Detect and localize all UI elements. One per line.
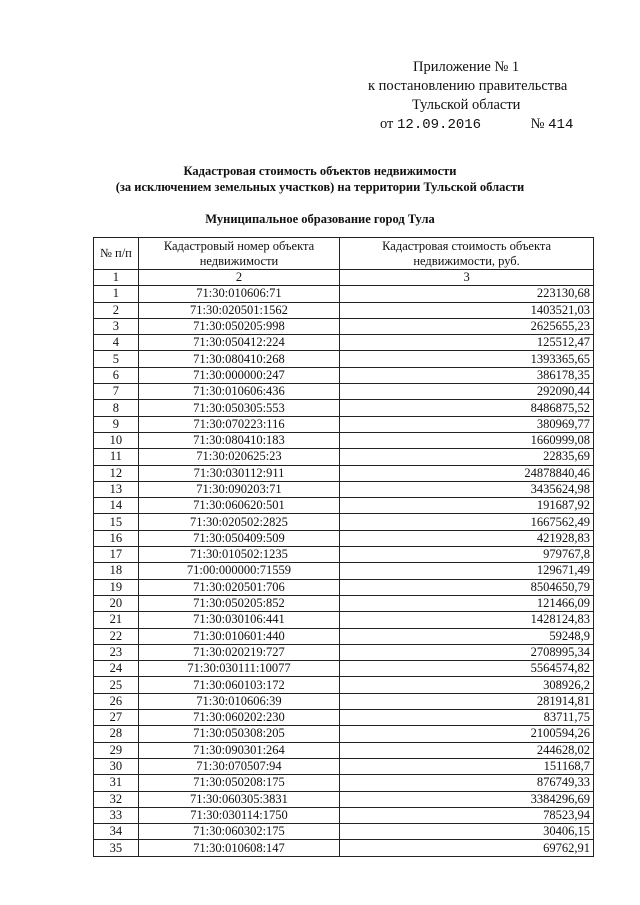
table-row	[94, 367, 594, 383]
cadastral-id: 71:30:060202:230	[138, 710, 339, 726]
cadastral-value: 83711,75	[340, 710, 594, 726]
row-number: 3	[94, 318, 139, 334]
table-row	[94, 775, 594, 791]
cadastral-value: 125512,47	[340, 335, 594, 351]
table-row	[94, 579, 594, 595]
row-number: 19	[94, 579, 139, 595]
cadastral-value: 22835,69	[340, 449, 594, 465]
row-number: 28	[94, 726, 139, 742]
cadastral-id: 71:30:080410:268	[138, 351, 339, 367]
row-number: 17	[94, 547, 139, 563]
table-row	[94, 514, 594, 530]
row-number: 33	[94, 807, 139, 823]
row-number: 16	[94, 530, 139, 546]
column-number-3: 3	[340, 270, 594, 286]
cadastral-value: 2708995,34	[340, 644, 594, 660]
cadastral-id: 71:30:030111:10077	[138, 661, 339, 677]
header-cadastral-id: Кадастровый номер объекта недвижимости	[138, 238, 339, 270]
cadastral-value: 386178,35	[340, 367, 594, 383]
row-number: 1	[94, 286, 139, 302]
cadastral-value: 78523,94	[340, 807, 594, 823]
cadastral-value: 380969,77	[340, 416, 594, 432]
table-row	[94, 840, 594, 856]
row-number: 6	[94, 367, 139, 383]
cadastral-id: 71:30:000000:247	[138, 367, 339, 383]
row-number: 11	[94, 449, 139, 465]
table-row	[94, 400, 594, 416]
cadastral-value: 2625655,23	[340, 318, 594, 334]
table-row	[94, 644, 594, 660]
cadastral-value: 244628,02	[340, 742, 594, 758]
cadastral-id: 71:30:010606:39	[138, 693, 339, 709]
resolution-date: 12.09.2016	[397, 117, 482, 133]
cadastral-id: 71:30:060103:172	[138, 677, 339, 693]
cadastral-value: 308926,2	[340, 677, 594, 693]
cadastral-id: 71:30:030106:441	[138, 612, 339, 628]
cadastral-id: 71:30:060302:175	[138, 824, 339, 840]
appendix-date-line	[340, 115, 600, 135]
cadastral-value: 59248,9	[340, 628, 594, 644]
document-title-line1: Кадастровая стоимость объектов недвижимости	[183, 164, 457, 178]
row-number: 2	[94, 302, 139, 318]
row-number: 4	[94, 335, 139, 351]
row-number: 10	[94, 432, 139, 448]
row-number: 14	[94, 498, 139, 514]
cadastral-value: 1403521,03	[340, 302, 594, 318]
table-row	[94, 318, 594, 334]
cadastral-id: 71:30:020501:706	[138, 579, 339, 595]
cadastral-id: 71:30:030112:911	[138, 465, 339, 481]
table-row	[94, 465, 594, 481]
cadastral-value: 69762,91	[340, 840, 594, 856]
cadastral-id: 71:30:010606:71	[138, 286, 339, 302]
row-number: 5	[94, 351, 139, 367]
cadastral-id: 71:30:070223:116	[138, 416, 339, 432]
row-number: 27	[94, 710, 139, 726]
cadastral-id: 71:30:060305:3831	[138, 791, 339, 807]
table-row	[94, 547, 594, 563]
row-number: 24	[94, 661, 139, 677]
column-number-2: 2	[138, 270, 339, 286]
cadastral-value: 191687,92	[340, 498, 594, 514]
table-row	[94, 807, 594, 823]
cadastral-id: 71:30:020501:1562	[138, 302, 339, 318]
cadastral-value: 151168,7	[340, 758, 594, 774]
cadastral-value: 121466,09	[340, 595, 594, 611]
table-row	[94, 432, 594, 448]
cadastral-value: 1428124,83	[340, 612, 594, 628]
table-row	[94, 384, 594, 400]
row-number: 18	[94, 563, 139, 579]
table-row	[94, 791, 594, 807]
cadastral-value: 8486875,52	[340, 400, 594, 416]
cadastral-value: 24878840,46	[340, 465, 594, 481]
row-number: 34	[94, 824, 139, 840]
cadastral-id: 71:30:080410:183	[138, 432, 339, 448]
cadastral-id: 71:30:010502:1235	[138, 547, 339, 563]
table-row	[94, 351, 594, 367]
table-row	[94, 824, 594, 840]
table-row	[94, 416, 594, 432]
row-number: 30	[94, 758, 139, 774]
row-number: 8	[94, 400, 139, 416]
appendix-title: Приложение № 1	[413, 59, 520, 75]
appendix-header	[340, 58, 600, 135]
row-number: 25	[94, 677, 139, 693]
row-number: 7	[94, 384, 139, 400]
row-number: 31	[94, 775, 139, 791]
header-cadastral-value: Кадастровая стоимость объекта недвижимости, руб.	[340, 238, 594, 270]
row-number: 26	[94, 693, 139, 709]
cadastral-id: 71:30:010606:436	[138, 384, 339, 400]
cadastral-value: 1667562,49	[340, 514, 594, 530]
cadastral-value: 129671,49	[340, 563, 594, 579]
row-number: 23	[94, 644, 139, 660]
cadastral-id: 71:30:010608:147	[138, 840, 339, 856]
table-row	[94, 563, 594, 579]
cadastral-id: 71:30:050305:553	[138, 400, 339, 416]
row-number: 32	[94, 791, 139, 807]
table-row	[94, 758, 594, 774]
document-title-line2: (за исключением земельных участков) на территории Тульской области	[115, 180, 525, 194]
cadastral-value: 292090,44	[340, 384, 594, 400]
table-row	[94, 595, 594, 611]
table-row	[94, 286, 594, 302]
row-number: 15	[94, 514, 139, 530]
table-row	[94, 612, 594, 628]
cadastral-value: 2100594,26	[340, 726, 594, 742]
cadastral-value: 421928,83	[340, 530, 594, 546]
cadastral-value: 876749,33	[340, 775, 594, 791]
table-row	[94, 530, 594, 546]
row-number: 21	[94, 612, 139, 628]
cadastral-id: 71:30:050412:224	[138, 335, 339, 351]
cadastral-id: 71:30:070507:94	[138, 758, 339, 774]
cadastral-id: 71:30:050409:509	[138, 530, 339, 546]
column-number-1: 1	[94, 270, 139, 286]
cadastral-value: 979767,8	[340, 547, 594, 563]
table-row	[94, 302, 594, 318]
cadastral-id: 71:30:090301:264	[138, 742, 339, 758]
cadastral-value: 223130,68	[340, 286, 594, 302]
row-number: 13	[94, 481, 139, 497]
municipality-heading: Муниципальное образование город Тула	[205, 212, 435, 226]
cadastral-value: 8504650,79	[340, 579, 594, 595]
cadastral-value: 1660999,08	[340, 432, 594, 448]
table-row	[94, 449, 594, 465]
table-row	[94, 677, 594, 693]
cadastral-id: 71:30:050205:998	[138, 318, 339, 334]
table-row	[94, 498, 594, 514]
table-row	[94, 726, 594, 742]
cadastral-value-table	[93, 237, 594, 857]
cadastral-id: 71:30:050208:175	[138, 775, 339, 791]
cadastral-value: 3384296,69	[340, 791, 594, 807]
table-row	[94, 661, 594, 677]
cadastral-id: 71:30:020219:727	[138, 644, 339, 660]
date-prefix: от	[380, 116, 394, 132]
row-number: 22	[94, 628, 139, 644]
cadastral-id: 71:30:030114:1750	[138, 807, 339, 823]
cadastral-id: 71:30:060620:501	[138, 498, 339, 514]
cadastral-id: 71:30:020625:23	[138, 449, 339, 465]
cadastral-value: 3435624,98	[340, 481, 594, 497]
table-column-number-row	[94, 270, 594, 286]
cadastral-id: 71:30:020502:2825	[138, 514, 339, 530]
table-row	[94, 335, 594, 351]
row-number: 12	[94, 465, 139, 481]
cadastral-id: 71:30:050308:205	[138, 726, 339, 742]
cadastral-id: 71:30:010601:440	[138, 628, 339, 644]
cadastral-value: 5564574,82	[340, 661, 594, 677]
table-row	[94, 742, 594, 758]
table-row	[94, 693, 594, 709]
table-row	[94, 481, 594, 497]
cadastral-value: 1393365,65	[340, 351, 594, 367]
number-prefix: №	[530, 116, 545, 132]
cadastral-id: 71:30:090203:71	[138, 481, 339, 497]
row-number: 35	[94, 840, 139, 856]
appendix-region-line: Тульской области	[412, 97, 521, 113]
cadastral-value: 30406,15	[340, 824, 594, 840]
table-body	[94, 286, 594, 856]
resolution-number: 414	[548, 117, 574, 133]
row-number: 9	[94, 416, 139, 432]
cadastral-id: 71:00:000000:71559	[138, 563, 339, 579]
table-header-row	[94, 238, 594, 270]
appendix-resolution-line: к постановлению правительства	[368, 78, 568, 94]
cadastral-value: 281914,81	[340, 693, 594, 709]
row-number: 20	[94, 595, 139, 611]
table-row	[94, 628, 594, 644]
cadastral-id: 71:30:050205:852	[138, 595, 339, 611]
header-number: № п/п	[94, 238, 139, 270]
table-row	[94, 710, 594, 726]
row-number: 29	[94, 742, 139, 758]
